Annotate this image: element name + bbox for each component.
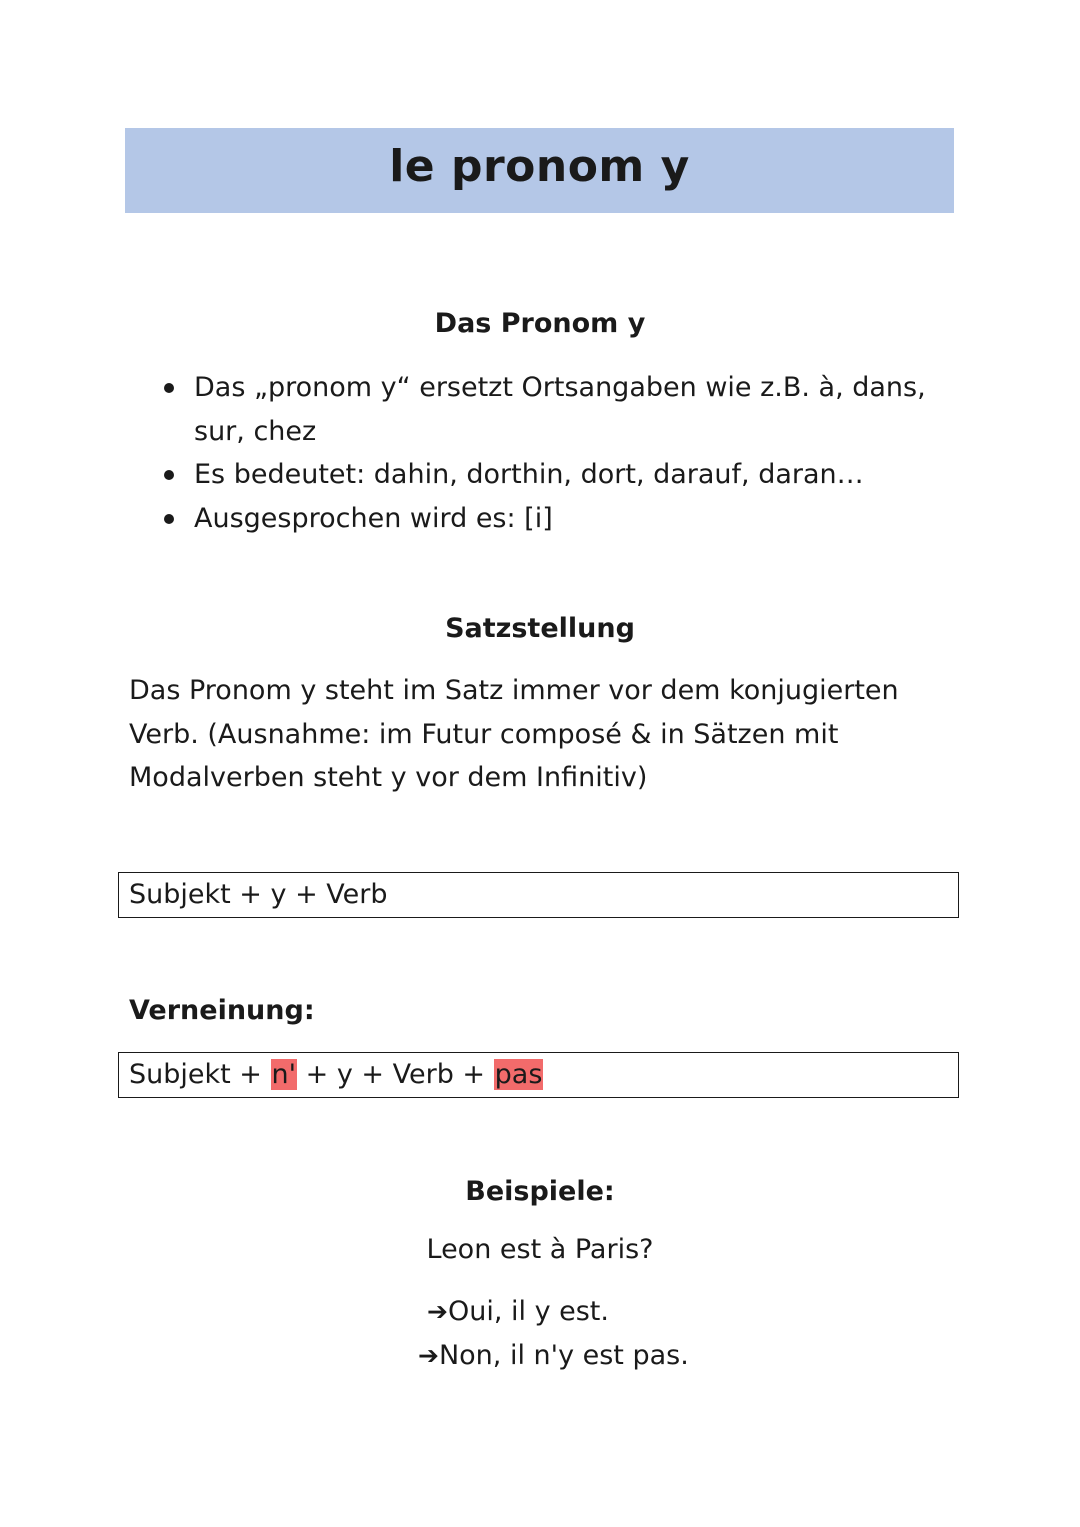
paragraph-line: Verb. (Ausnahme: im Futur composé & in Sätzen mit bbox=[129, 718, 839, 750]
arrow-right-icon: ➔ bbox=[427, 1297, 448, 1326]
highlight-pas: pas bbox=[494, 1059, 543, 1090]
bullet-item bbox=[160, 366, 940, 453]
bullet-text-line: sur, chez bbox=[194, 415, 317, 447]
formula-part: + y + Verb + bbox=[297, 1059, 494, 1090]
bullet-item bbox=[160, 453, 940, 497]
bullet-text-line: Es bedeutet: dahin, dorthin, dort, darauf, daran… bbox=[194, 459, 864, 490]
bullet-text-line: Ausgesprochen wird es: [i] bbox=[194, 502, 553, 534]
answer-no-text: Non, il n'y est pas. bbox=[438, 1340, 689, 1371]
arrow-right-icon: ➔ bbox=[418, 1341, 439, 1370]
bullet-dot-icon bbox=[164, 383, 174, 393]
answer-yes-text: Oui, il y est. bbox=[447, 1296, 609, 1327]
title-banner bbox=[125, 128, 954, 213]
answer-no bbox=[418, 1334, 818, 1378]
bullet-dot-icon bbox=[164, 514, 174, 524]
example-answers bbox=[418, 1290, 818, 1378]
negation-label: Verneinung: bbox=[129, 995, 315, 1026]
page-title: le pronom y bbox=[389, 141, 690, 192]
formula-part: Subjekt + bbox=[129, 1059, 271, 1090]
section-heading-pronom: Das Pronom y bbox=[434, 308, 646, 339]
paragraph-line: Modalverben steht y vor dem Infinitiv) bbox=[129, 762, 648, 793]
example-question: Leon est à Paris? bbox=[426, 1234, 654, 1265]
formula-box-negation bbox=[118, 1052, 959, 1098]
pronom-bullet-list bbox=[160, 366, 940, 540]
bullet-text-line: Das „pronom y“ ersetzt Ortsangaben wie z.B. à, dans, bbox=[194, 372, 926, 403]
bullet-dot-icon bbox=[164, 470, 174, 480]
section-heading-beispiele: Beispiele: bbox=[465, 1176, 615, 1207]
highlight-ne: n' bbox=[271, 1059, 297, 1090]
formula-box-positive bbox=[118, 872, 959, 918]
satzstellung-paragraph bbox=[129, 669, 949, 800]
answer-yes bbox=[418, 1290, 818, 1334]
bullet-item bbox=[160, 497, 940, 541]
paragraph-line: Das Pronom y steht im Satz immer vor dem konjugierten bbox=[129, 675, 899, 706]
section-heading-satzstellung: Satzstellung bbox=[445, 613, 635, 644]
formula-text: Subjekt + y + Verb bbox=[129, 879, 388, 910]
